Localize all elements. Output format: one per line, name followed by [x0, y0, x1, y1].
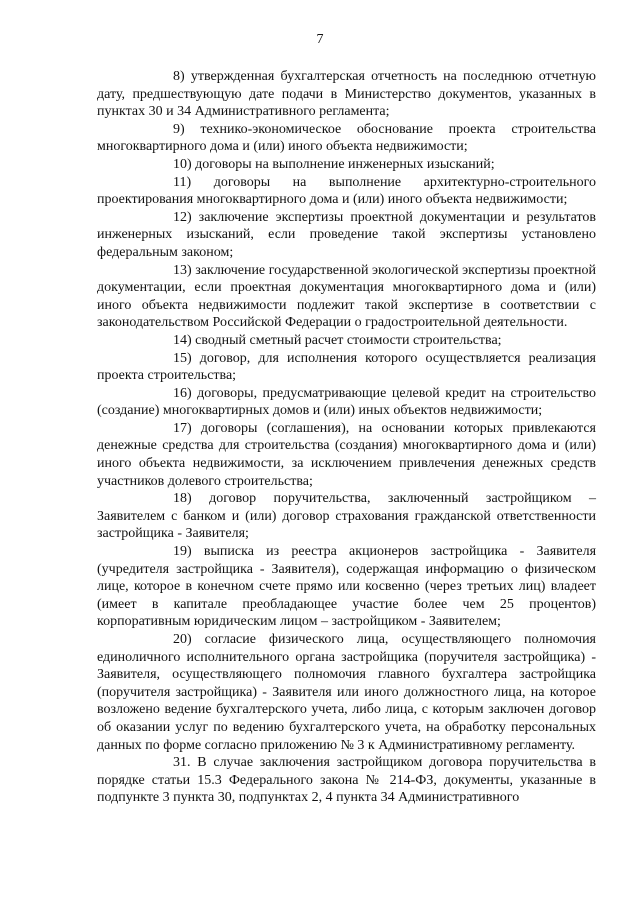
list-item — [97, 420, 596, 490]
item-text: согласие физического лица, осуществляющего полномочия единоличного исполнительного органа застройщика (поручителя застройщика) - Заявителя, осуществляющего полномочия главного бухгалтера застройщика (поручителя застройщика) - Заявителя или иного должностного лица, на которое возложено ведение бухгалтерского учета, либо лица, с которым заключен договор об оказании услуг по ведению бухгалтерского учета, на обработку персональных данных по форме согласно приложению № 3 к Административному регламенту. — [97, 632, 596, 753]
item-text: сводный сметный расчет стоимости строительства; — [195, 332, 502, 348]
item-text: заключение экспертизы проектной документации и результатов инженерных изысканий, если проведение такой экспертизы установлено федеральным законом; — [97, 209, 597, 260]
item-text: договоры на выполнение инженерных изысканий; — [195, 156, 495, 172]
list-item — [97, 631, 596, 754]
list-item — [97, 543, 596, 631]
item-number: 13) — [173, 262, 192, 278]
list-item — [97, 490, 596, 543]
item-text: договор поручительства, заключенный застройщиком – Заявителем с банком и (или) договор страхования гражданской ответственности застройщика - Заявителя; — [97, 491, 597, 542]
item-text: выписка из реестра акционеров застройщика - Заявителя (учредителя застройщика - Заявителя), содержащая информацию о физическом лице, которое в конечном счете прямо или косвенно (через третьих лиц) владеет (имеет в капитале преобладающее участие более чем 25 процентов) корпоративным юридическим лицом – застройщиком - Заявителем; — [97, 544, 597, 630]
item-number: 17) — [173, 420, 192, 436]
item-number: 12) — [173, 209, 192, 225]
item-text: технико-экономическое обоснование проекта строительства многоквартирного дома и (или) иного объекта недвижимости; — [97, 121, 596, 155]
item-text: договоры на выполнение архитектурно-строительного проектирования многоквартирного дома и (или) иного объекта недвижимости; — [97, 174, 597, 208]
item-number: 19) — [173, 544, 192, 560]
list-item — [97, 156, 596, 174]
section-text: В случае заключения застройщиком договора поручительства в порядке статьи 15.3 Федерального закона № 214-ФЗ, документы, указанные в подпункте 3 пункта 30, подпунктах 2, 4 пункта 34 Административного — [97, 755, 597, 806]
document-body — [97, 68, 596, 807]
item-text: договоры (соглашения), на основании которых привлекаются денежные средства для строительства (создания) многоквартирного дома и (или) иного объекта недвижимости, за исключением привлечения денежных средств участников долевого строительства; — [97, 420, 596, 489]
list-item — [97, 68, 596, 121]
list-item — [97, 121, 596, 156]
item-text: заключение государственной экологической экспертизы проектной документации, если проектная документация многоквартирного дома и (или) иного объекта недвижимости подлежит такой экспертизе в соответствии с законодательством Российской Федерации о градостроительной деятельности. — [97, 262, 596, 331]
item-number: 15) — [173, 350, 192, 366]
list-item — [97, 332, 596, 350]
item-number: 11) — [173, 174, 192, 190]
item-text: договоры, предусматривающие целевой кредит на строительство (создание) многоквартирных домов и (или) иных объектов недвижимости; — [97, 385, 596, 419]
item-number: 18) — [173, 491, 192, 507]
item-text: утвержденная бухгалтерская отчетность на последнюю отчетную дату, предшествующую дате подачи в Министерство документов, указанных в пунктах 30 и 34 Административного регламента; — [97, 69, 596, 120]
list-item — [97, 209, 596, 262]
item-text: договор, для исполнения которого осуществляется реализация проекта строительства; — [97, 350, 596, 384]
item-number: 16) — [173, 385, 192, 401]
list-item — [97, 385, 596, 420]
page-number: 7 — [316, 32, 324, 47]
list-item — [97, 262, 596, 332]
section-number: 31. — [173, 755, 191, 771]
list-item — [97, 174, 596, 209]
section-paragraph — [97, 754, 596, 807]
item-number: 9) — [173, 121, 185, 137]
list-item — [97, 350, 596, 385]
item-number: 14) — [173, 332, 192, 348]
item-number: 10) — [173, 156, 192, 172]
item-number: 8) — [173, 69, 185, 84]
item-number: 20) — [173, 632, 192, 647]
